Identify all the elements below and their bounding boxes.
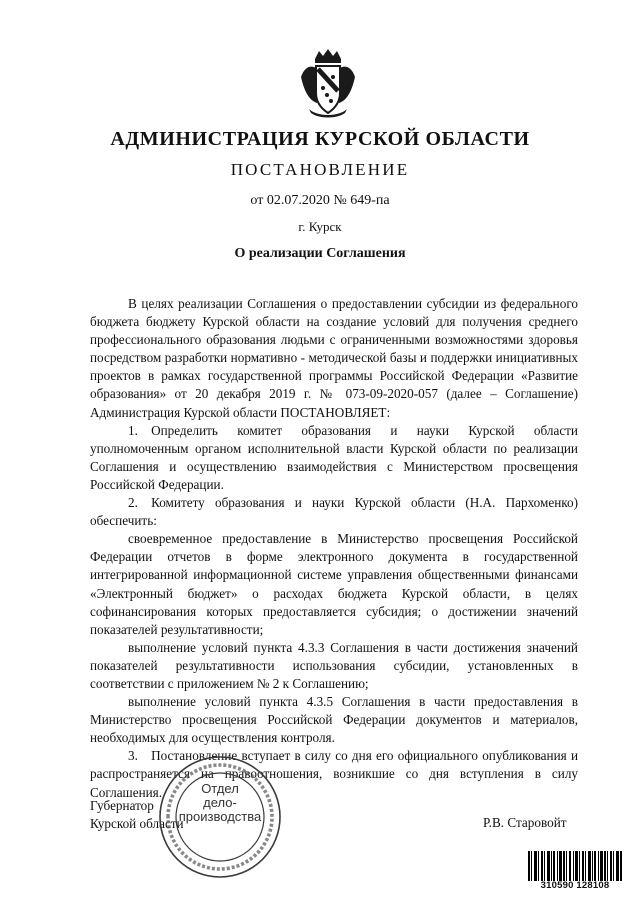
clause-2-paragraph: 2. Комитету образования и науки Курской области (Н.А. Пархоменко) обеспечить: [90, 495, 578, 529]
clause-1-paragraph: 1. Определить комитет образования и науки Курской области уполномоченным органом исполнительной власти Курской области по реализации Соглашения и осуществлению взаимодействия с Министерством просвещения Российской Федерации. [90, 422, 578, 492]
clause-2-item-435: выполнение условий пункта 4.3.5 Соглашения в части предоставления в Министерство просвещения Российской Федерации документов и материалов, необходимых для осуществления контроля. [90, 694, 578, 746]
document-city: г. Курск [298, 219, 342, 234]
stamp-inner-text [158, 782, 282, 824]
stamp-line-2: дело- [203, 795, 237, 810]
clause-3-paragraph: 3. Постановление вступает в силу со дня его официального опубликования и распространяется на правоотношения, возникшие со дня вступления в силу Соглашения. [90, 748, 578, 800]
stamp-line-3: производства [178, 809, 262, 824]
coat-of-arms-icon [299, 47, 357, 119]
barcode-icon [528, 851, 622, 881]
document-type: ПОСТАНОВЛЕНИЕ [230, 160, 410, 179]
document-body [90, 295, 578, 802]
signatory-name: Р.В. Старовойт [483, 815, 567, 830]
stamp-line-1: Отдел [201, 781, 239, 796]
clause-2-item-433: выполнение условий пункта 4.3.3 Соглашения в части достижения значений показателей результативности использования субсидии, установленных в соответствии с приложением № 2 к Соглашению; [90, 639, 578, 691]
signatory-title-line2: Курской области [90, 816, 184, 831]
clause-2-item-reports: своевременное предоставление в Министерство просвещения Российской Федерации отчетов в форме электронного документа в государственной интегрированной информационной системе управления общественными финансами «Электронный бюджет» о расходах бюджета Курской области, в целях софинансирования которых предоставляется субсидия; о достижении значений показателей результативности; [90, 531, 578, 637]
barcode-number: 310590 128108 [540, 880, 610, 891]
preamble-paragraph: В целях реализации Соглашения о предоставлении субсидии из федерального бюджета бюджету Курской области на создание условий для получения среднего профессионального образования людьми с ограниченными возможностями здоровья посредством разработки нормативно - методической базы и поддержки инициативных проектов в рамках государственной программы Российской Федерации «Развитие образования» от 20 декабря 2019 г. № 073-09-2020-057 (далее – Соглашение) Администрация Курской области ПОСТАНОВЛЯЕТ: [90, 296, 578, 420]
document-date-number: от 02.07.2020 № 649-па [250, 193, 390, 208]
document-subject: О реализации Соглашения [234, 246, 406, 261]
organization-title: АДМИНИСТРАЦИЯ КУРСКОЙ ОБЛАСТИ [110, 128, 530, 150]
signatory-title-line1: Губернатор [90, 798, 154, 813]
